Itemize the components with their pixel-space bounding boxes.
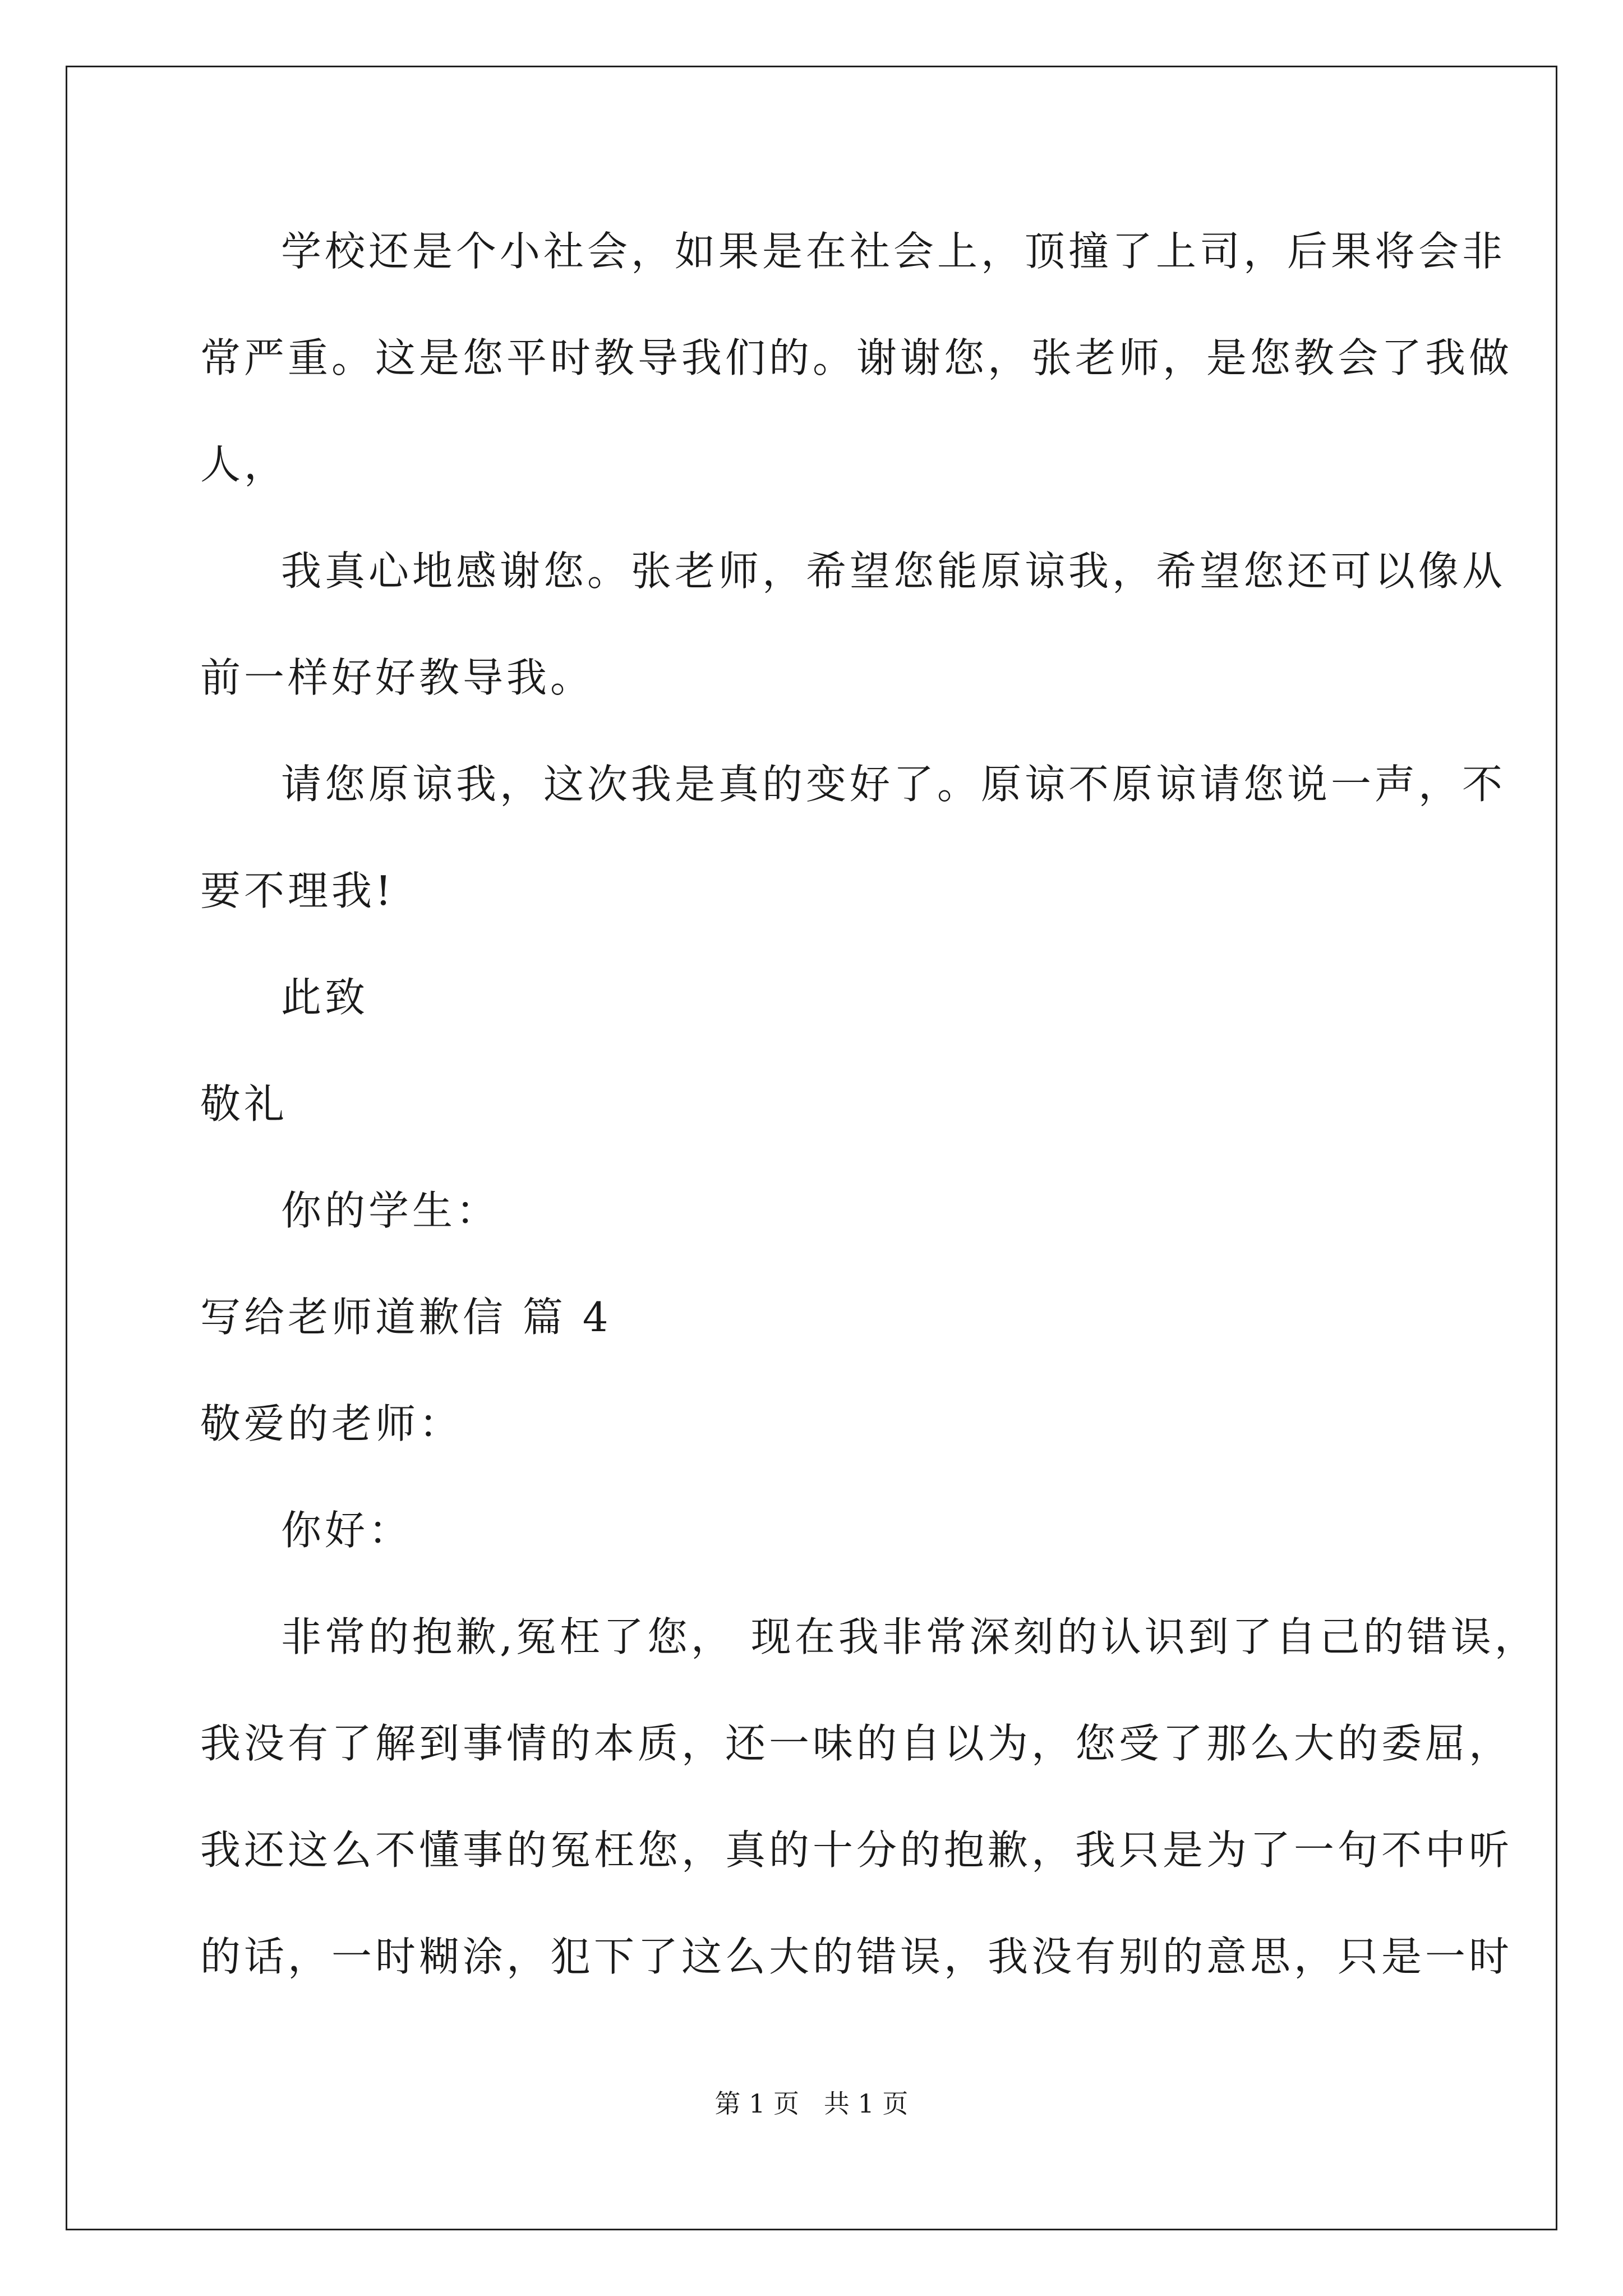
signature-line: 你的学生： <box>281 1187 500 1234</box>
paragraph-line: 前一样好好教导我。 <box>200 654 594 701</box>
paragraph-line: 我还这么不懂事的冤枉您，真的十分的抱歉，我只是为了一句不中听 <box>200 1826 1513 1874</box>
paragraph-line: 我没有了解到事情的本质，还一味的自以为，您受了那么大的委屈， <box>200 1720 1513 1767</box>
page-footer: 第 1 页 共 1 页 <box>714 2088 909 2119</box>
paragraph-line: 我真心地感谢您。张老师，希望您能原谅我，希望您还可以像从 <box>281 547 1506 595</box>
paragraph-line: 要不理我! <box>200 867 395 914</box>
paragraph-line: 的话，一时糊涂，犯下了这么大的错误，我没有别的意思，只是一时 <box>200 1933 1513 1980</box>
document-body <box>200 218 1538 2030</box>
paragraph-line: 学校还是个小社会，如果是在社会上，顶撞了上司，后果将会非 <box>281 228 1506 275</box>
closing-salutation: 此致 <box>281 974 369 1021</box>
paragraph-line: 非常的抱歉,冤枉了您， 现在我非常深刻的认识到了自己的错误， <box>281 1613 1538 1660</box>
paragraph-line: 常严重。这是您平时教导我们的。谢谢您，张老师，是您教会了我做 <box>200 334 1513 381</box>
closing-regards: 敬礼 <box>200 1080 288 1128</box>
paragraph-line: 人， <box>200 441 288 488</box>
greeting-hello: 你好： <box>281 1507 413 1554</box>
section-title: 写给老师道歉信 篇 4 <box>200 1294 612 1341</box>
greeting: 敬爱的老师： <box>200 1400 463 1447</box>
paragraph-line: 请您原谅我，这次我是真的变好了。原谅不原谅请您说一声，不 <box>281 761 1506 808</box>
